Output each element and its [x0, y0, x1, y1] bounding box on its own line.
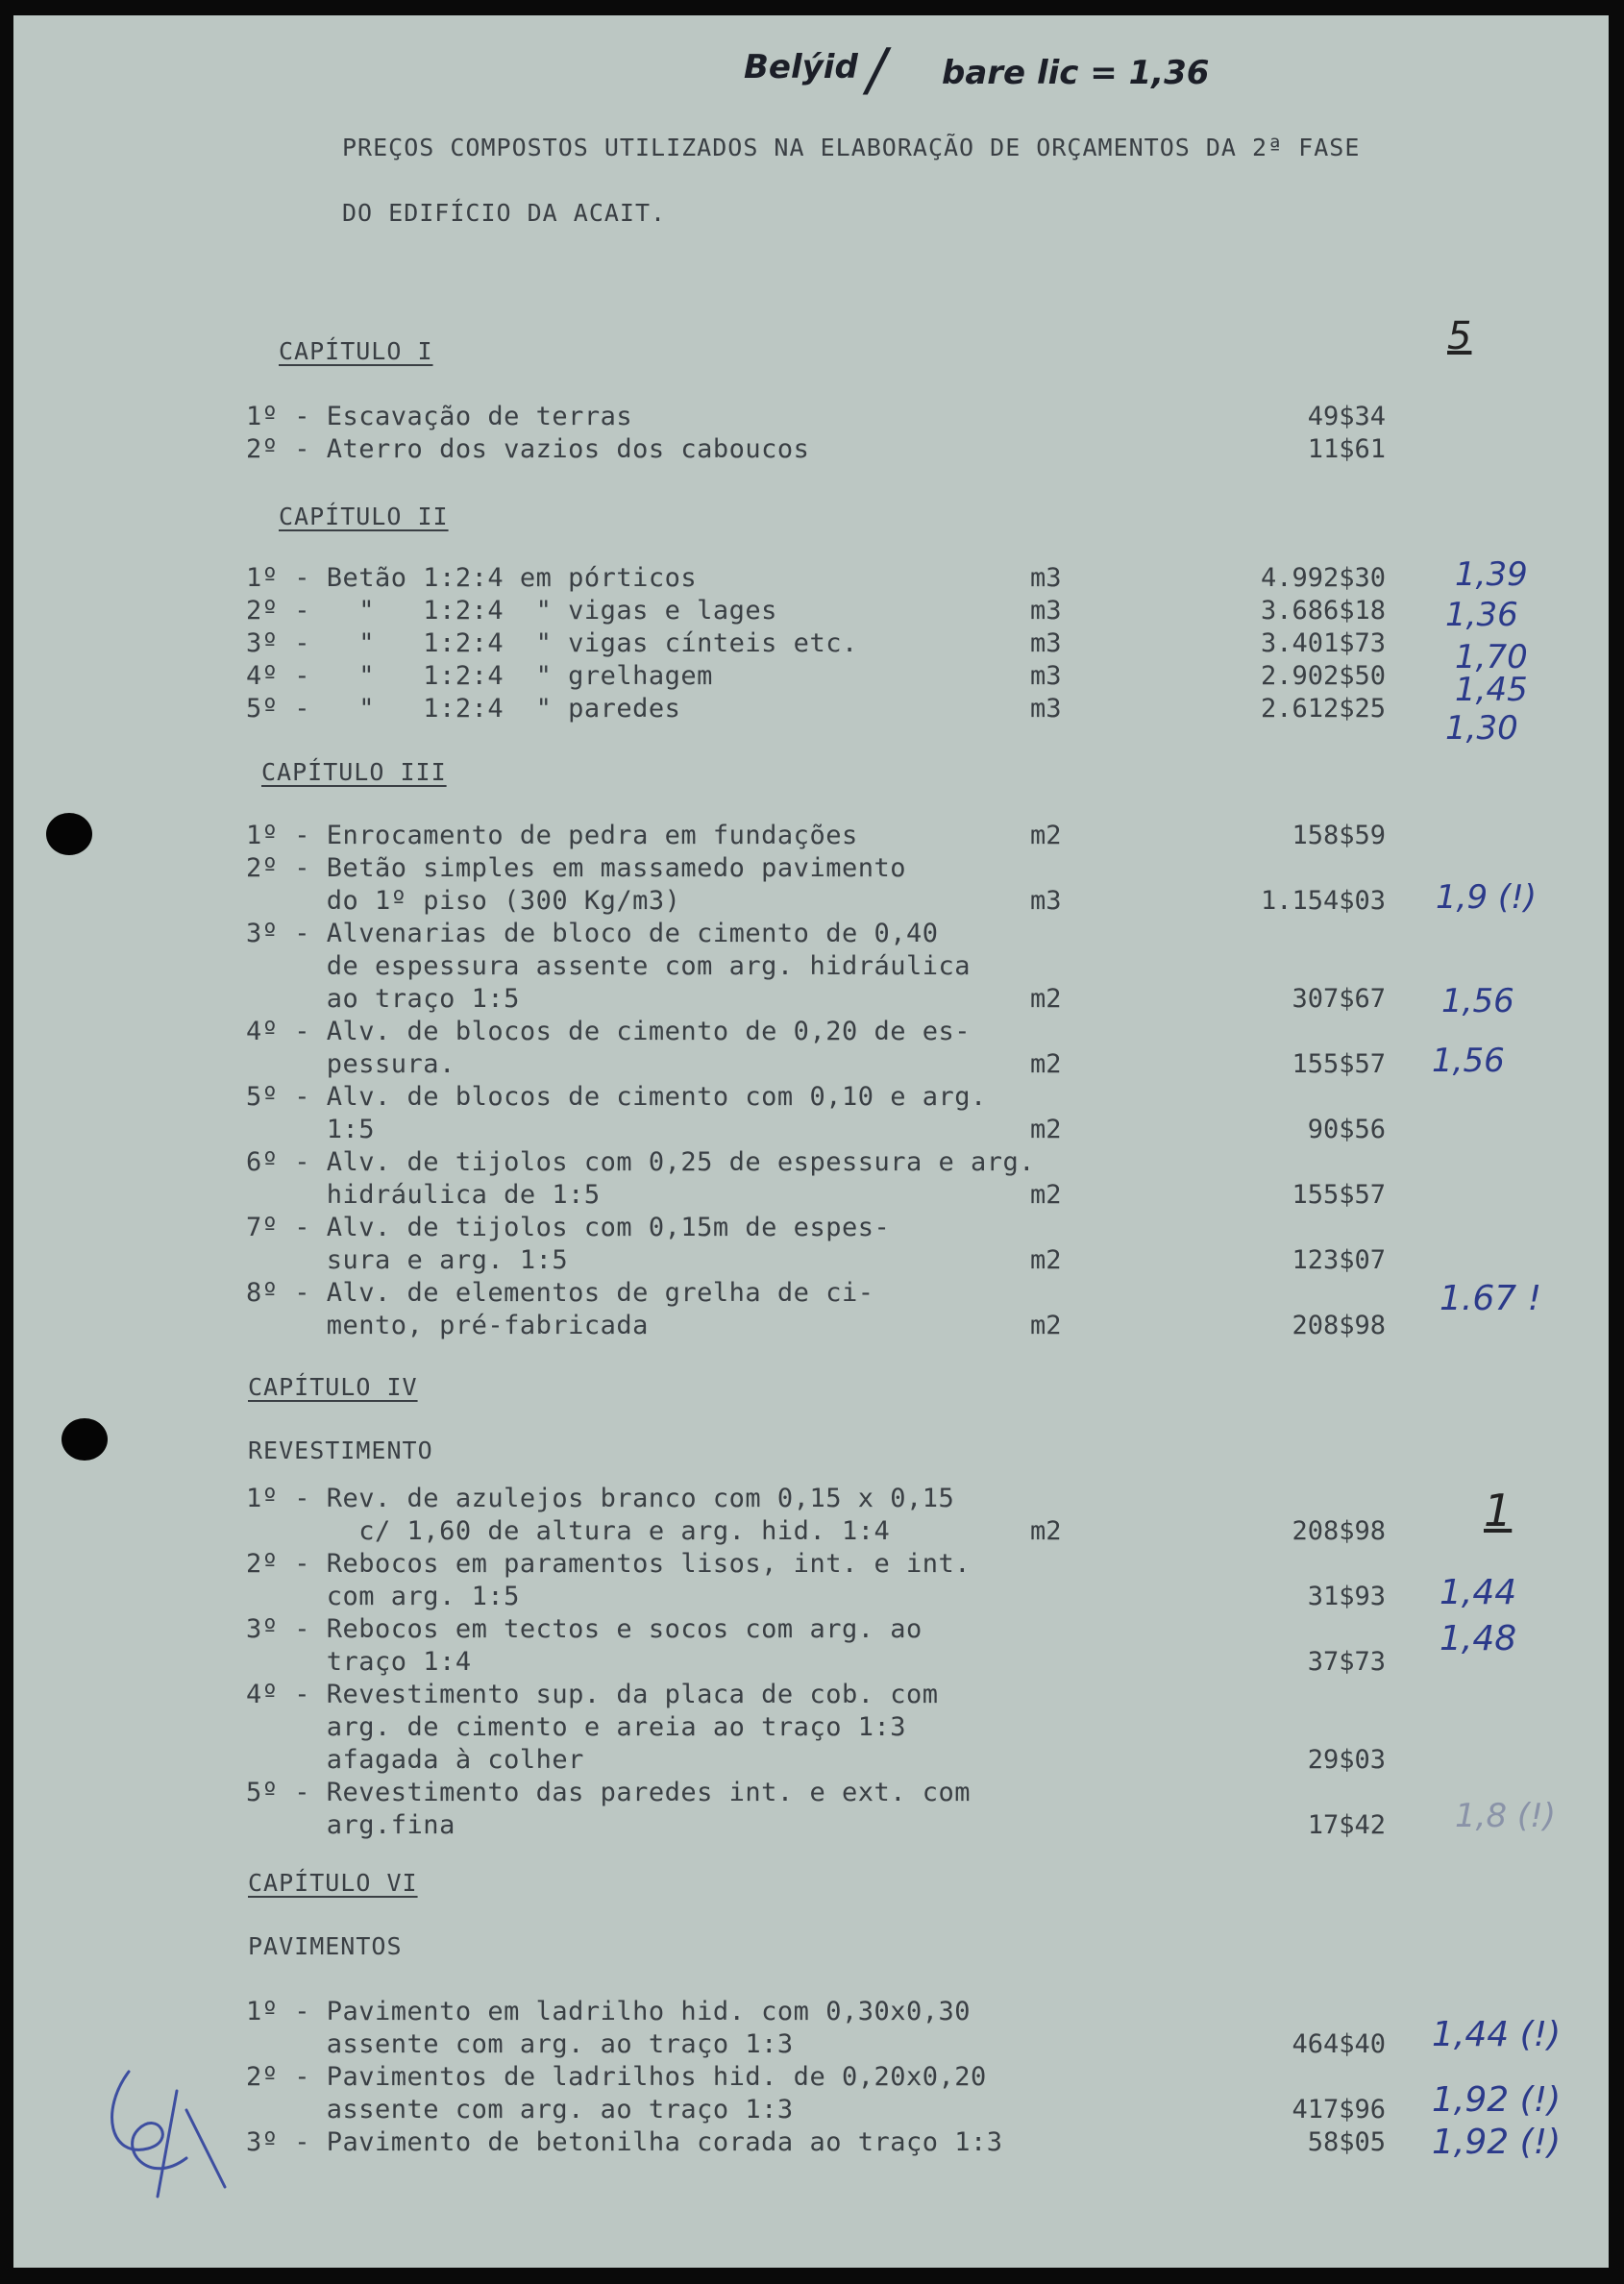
item-unit: m3: [1030, 661, 1062, 691]
item-unit: m3: [1030, 628, 1062, 658]
item-line: 2º - Aterro dos vazios dos caboucos: [246, 434, 810, 464]
item-line: 3º - Alvenarias de bloco de cimento de 0,40: [246, 919, 939, 948]
item-line: 3º - " 1:2:4 " vigas cínteis etc.: [246, 628, 858, 658]
handwritten-note: 1,36: [1445, 596, 1518, 634]
item-line: hidráulica de 1:5: [246, 1180, 601, 1210]
header-note-left: Belýid: [744, 48, 858, 86]
item-unit: m2: [1030, 1049, 1062, 1079]
header-note-right: bare lic = 1,36: [942, 54, 1210, 92]
item-price: 2.612$25: [1260, 694, 1386, 724]
chapter-title: CAPÍTULO VI: [248, 1869, 418, 1897]
item-unit: m2: [1030, 1180, 1062, 1210]
item-price: 155$57: [1292, 1049, 1386, 1079]
item-line: 8º - Alv. de elementos de grelha de ci-: [246, 1278, 874, 1308]
item-line: assente com arg. ao traço 1:3: [246, 2095, 794, 2124]
handwritten-note: 1,30: [1445, 709, 1518, 748]
item-unit: m3: [1030, 563, 1062, 593]
item-unit: m2: [1030, 1311, 1062, 1340]
handwritten-note: 1,44: [1439, 1573, 1517, 1612]
item-unit: m2: [1030, 1115, 1062, 1144]
chapter-subtitle: REVESTIMENTO: [248, 1437, 433, 1464]
item-line: 1º - Escavação de terras: [246, 402, 633, 431]
item-price: 49$34: [1307, 402, 1386, 431]
item-price: 90$56: [1307, 1115, 1386, 1144]
item-line: 3º - Rebocos em tectos e socos com arg. ao: [246, 1614, 923, 1644]
item-price: 123$07: [1292, 1245, 1386, 1275]
handwritten-note: 1,56: [1432, 1042, 1505, 1080]
item-line: 1º - Pavimento em ladrilho hid. com 0,30x0,30: [246, 1997, 971, 2026]
chapter-title: CAPÍTULO IV: [248, 1373, 418, 1401]
item-price: 464$40: [1292, 2029, 1386, 2059]
item-line: 2º - Rebocos em paramentos lisos, int. e int.: [246, 1549, 971, 1579]
item-line: 2º - Betão simples em massamedo pavimento: [246, 853, 906, 883]
item-unit: m2: [1030, 984, 1062, 1014]
handwritten-note: 1,45: [1455, 671, 1528, 709]
item-unit: m2: [1030, 821, 1062, 850]
chapter-title: CAPÍTULO I: [279, 337, 433, 365]
punch-hole-top: [46, 813, 92, 855]
margin-mark-chapter-4: 1: [1484, 1485, 1513, 1536]
item-line: assente com arg. ao traço 1:3: [246, 2029, 794, 2059]
item-unit: m2: [1030, 1516, 1062, 1546]
item-price: 58$05: [1307, 2127, 1386, 2157]
document-page: [13, 15, 1609, 2268]
handwritten-note: 1,39: [1455, 555, 1528, 594]
handwritten-note: 1,9 (!): [1436, 878, 1538, 917]
header-note-slash: /: [867, 37, 887, 104]
item-line: 1º - Betão 1:2:4 em pórticos: [246, 563, 698, 593]
item-unit: m3: [1030, 596, 1062, 626]
chapter-subtitle: PAVIMENTOS: [248, 1932, 403, 1960]
item-unit: m3: [1030, 886, 1062, 916]
item-line: 1:5: [246, 1115, 376, 1144]
item-line: 6º - Alv. de tijolos com 0,25 de espessura e arg.: [246, 1147, 1036, 1177]
handwritten-note: 1,92 (!): [1432, 2123, 1562, 2162]
item-price: 29$03: [1307, 1745, 1386, 1775]
item-price: 11$61: [1307, 434, 1386, 464]
item-price: 37$73: [1307, 1647, 1386, 1677]
margin-mark-chapter-1: 5: [1447, 314, 1472, 358]
item-line: traço 1:4: [246, 1647, 472, 1677]
item-line: pessura.: [246, 1049, 455, 1079]
chapter-title: CAPÍTULO II: [279, 503, 449, 530]
item-line: 5º - Revestimento das paredes int. e ext. com: [246, 1778, 971, 1807]
item-price: 307$67: [1292, 984, 1386, 1014]
item-unit: m2: [1030, 1245, 1062, 1275]
item-price: 1.154$03: [1260, 886, 1386, 916]
handwritten-note: 1,44 (!): [1432, 2015, 1562, 2054]
item-line: com arg. 1:5: [246, 1582, 520, 1611]
item-price: 3.686$18: [1260, 596, 1386, 626]
item-line: arg.fina: [246, 1810, 455, 1840]
item-line: 3º - Pavimento de betonilha corada ao traço 1:3: [246, 2127, 1003, 2157]
item-price: 31$93: [1307, 1582, 1386, 1611]
item-price: 208$98: [1292, 1311, 1386, 1340]
item-line: c/ 1,60 de altura e arg. hid. 1:4: [246, 1516, 891, 1546]
item-line: 4º - Alv. de blocos de cimento de 0,20 de es-: [246, 1017, 971, 1046]
title-line-2: DO EDIFÍCIO DA ACAIT.: [342, 199, 667, 227]
item-price: 158$59: [1292, 821, 1386, 850]
chapter-title: CAPÍTULO III: [261, 758, 447, 786]
item-line: 7º - Alv. de tijolos com 0,15m de espes-: [246, 1213, 891, 1242]
item-line: sura e arg. 1:5: [246, 1245, 569, 1275]
item-unit: m3: [1030, 694, 1062, 724]
signature-scribble: [90, 2052, 244, 2206]
handwritten-note: 1,48: [1439, 1619, 1517, 1658]
handwritten-note: 1,56: [1441, 982, 1514, 1020]
item-line: do 1º piso (300 Kg/m3): [246, 886, 681, 916]
item-line: 1º - Rev. de azulejos branco com 0,15 x 0,15: [246, 1484, 955, 1513]
item-price: 4.992$30: [1260, 563, 1386, 593]
item-price: 17$42: [1307, 1810, 1386, 1840]
handwritten-note: 1.67 !: [1439, 1279, 1542, 1318]
punch-hole-bottom: [62, 1418, 108, 1461]
item-line: afagada à colher: [246, 1745, 584, 1775]
item-line: de espessura assente com arg. hidráulica: [246, 951, 971, 981]
handwritten-note: 1,70: [1455, 638, 1528, 676]
item-line: 5º - " 1:2:4 " paredes: [246, 694, 681, 724]
item-line: mento, pré-fabricada: [246, 1311, 649, 1340]
item-line: 2º - Pavimentos de ladrilhos hid. de 0,20x0,20: [246, 2062, 987, 2092]
item-line: ao traço 1:5: [246, 984, 520, 1014]
item-line: 1º - Enrocamento de pedra em fundações: [246, 821, 858, 850]
item-price: 3.401$73: [1260, 628, 1386, 658]
title-line-1: PREÇOS COMPOSTOS UTILIZADOS NA ELABORAÇÃO DE ORÇAMENTOS DA 2ª FASE: [342, 134, 1361, 161]
item-price: 2.902$50: [1260, 661, 1386, 691]
item-line: arg. de cimento e areia ao traço 1:3: [246, 1712, 906, 1742]
item-line: 4º - Revestimento sup. da placa de cob. com: [246, 1680, 939, 1709]
item-price: 208$98: [1292, 1516, 1386, 1546]
item-line: 4º - " 1:2:4 " grelhagem: [246, 661, 713, 691]
item-price: 417$96: [1292, 2095, 1386, 2124]
item-line: 5º - Alv. de blocos de cimento com 0,10 e arg.: [246, 1082, 987, 1112]
item-price: 155$57: [1292, 1180, 1386, 1210]
item-line: 2º - " 1:2:4 " vigas e lages: [246, 596, 777, 626]
handwritten-note: 1,92 (!): [1432, 2080, 1562, 2120]
handwritten-note: 1,8 (!): [1455, 1797, 1557, 1835]
